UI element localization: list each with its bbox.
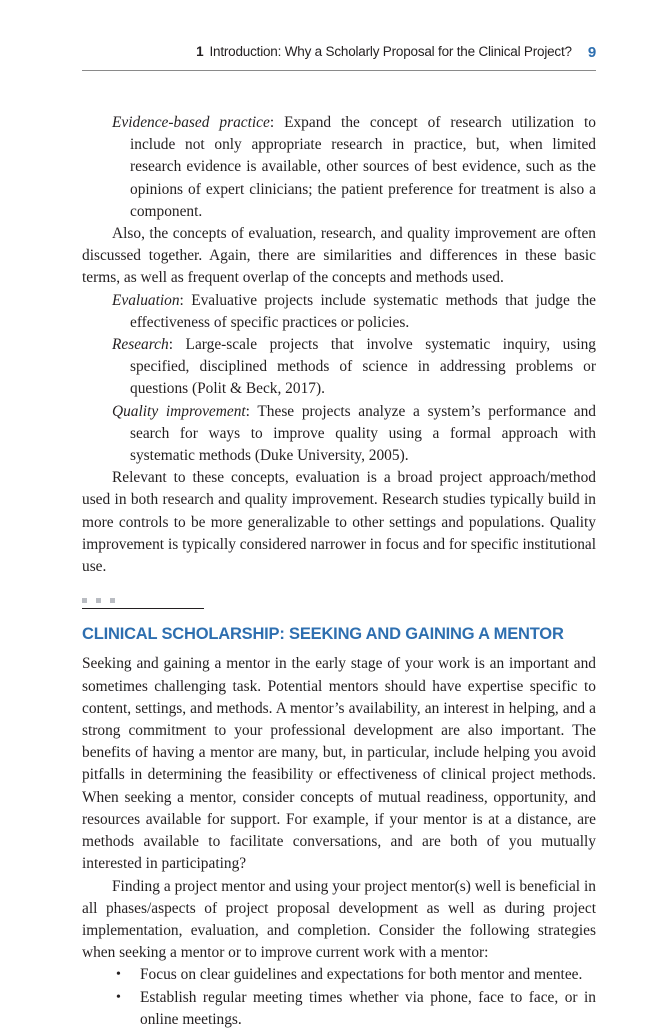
qi-term: Quality improvement: [112, 402, 246, 420]
bullet-icon: •: [116, 989, 121, 1005]
qi-text: : These projects analyze a system’s performance and search for ways to improve quality using a formal approach with systematic methods (Duke University, 2005).: [130, 402, 597, 465]
evaluation-definition: [82, 290, 596, 334]
divider-dot: [82, 598, 87, 603]
evaluation-text: : Evaluative projects include systematic methods that judge the effectiveness of specific practices or policies.: [130, 291, 596, 331]
research-definition: [82, 334, 596, 401]
divider-dot: [110, 598, 115, 603]
list-item-text: Focus on clear guidelines and expectations for both mentor and mentee.: [140, 966, 583, 984]
divider-dots: [82, 598, 115, 603]
concepts-paragraph: Also, the concepts of evaluation, research, and quality improvement are often discussed together. Again, there are similarities and differences in these basic terms, as well as frequent overlap of the concepts and methods used.: [82, 225, 596, 287]
research-text: : Large-scale projects that involve systematic inquiry, using specified, disciplined methods of science in addressing problems or questions (Polit & Beck, 2017).: [130, 336, 596, 398]
mentor-paragraph-1: Seeking and gaining a mentor in the early stage of your work is an important and sometimes challenging task. Potential mentors should have expertise specific to content, settings, and methods. A mentor’s availability, an interest in helping, and a strong commitment to your professional development are also important. The benefits of having a mentor are many, but, in particular, include helping you avoid pitfalls in determining the feasibility or effectiveness of clinical project methods. When seeking a mentor, consider concepts of mutual readiness, opportunity, and resources available for support. For example, if your mentor is at a distance, are methods available to facilitate conversations, and are both of you mutually interested in participating?: [82, 655, 596, 873]
evaluation-term: Evaluation: [112, 291, 180, 309]
bullet-icon: •: [116, 967, 121, 983]
divider-dot: [96, 598, 101, 603]
mentor-paragraph-2: Finding a project mentor and using your project mentor(s) well is beneficial in all phases/aspects of project proposal development as well as during project implementation, evaluation, and completion. Consider the following strategies when seeking a mentor or to improve current work with a mentor:: [82, 877, 596, 962]
list-item-text: Establish regular meeting times whether via phone, face to face, or in online meetings.: [140, 988, 596, 1028]
ebp-definition: [82, 112, 596, 223]
qi-definition: [82, 401, 596, 468]
relevant-paragraph: Relevant to these concepts, evaluation is a broad project approach/method used in both research and quality improvement. Research studies typically build in more controls to be more generalizable to other settings and populations. Quality improvement is typically considered narrower in focus and for specific institutional use.: [82, 469, 596, 576]
section-heading: CLINICAL SCHOLARSHIP: SEEKING AND GAINING A MENTOR: [82, 625, 564, 644]
chapter-number: 1: [196, 44, 204, 59]
section-divider: [82, 598, 204, 609]
strategy-list: [82, 964, 596, 1031]
ebp-term: Evidence-based practice: [112, 114, 270, 131]
running-header: [82, 44, 596, 71]
list-item: [82, 964, 596, 986]
list-item: [82, 987, 596, 1031]
page-number: 9: [587, 44, 596, 61]
ebp-text: : Expand the concept of research utilization to include not only appropriate research in practice, but, when limited research evidence is available, other sources of best evidence, such as the opinions of expert clinicians; the patient preference for treatment is also a component.: [130, 114, 596, 220]
body-text: [82, 112, 596, 1031]
research-term: Research: [112, 336, 169, 354]
chapter-title: Introduction: Why a Scholarly Proposal for the Clinical Project?: [209, 44, 572, 59]
